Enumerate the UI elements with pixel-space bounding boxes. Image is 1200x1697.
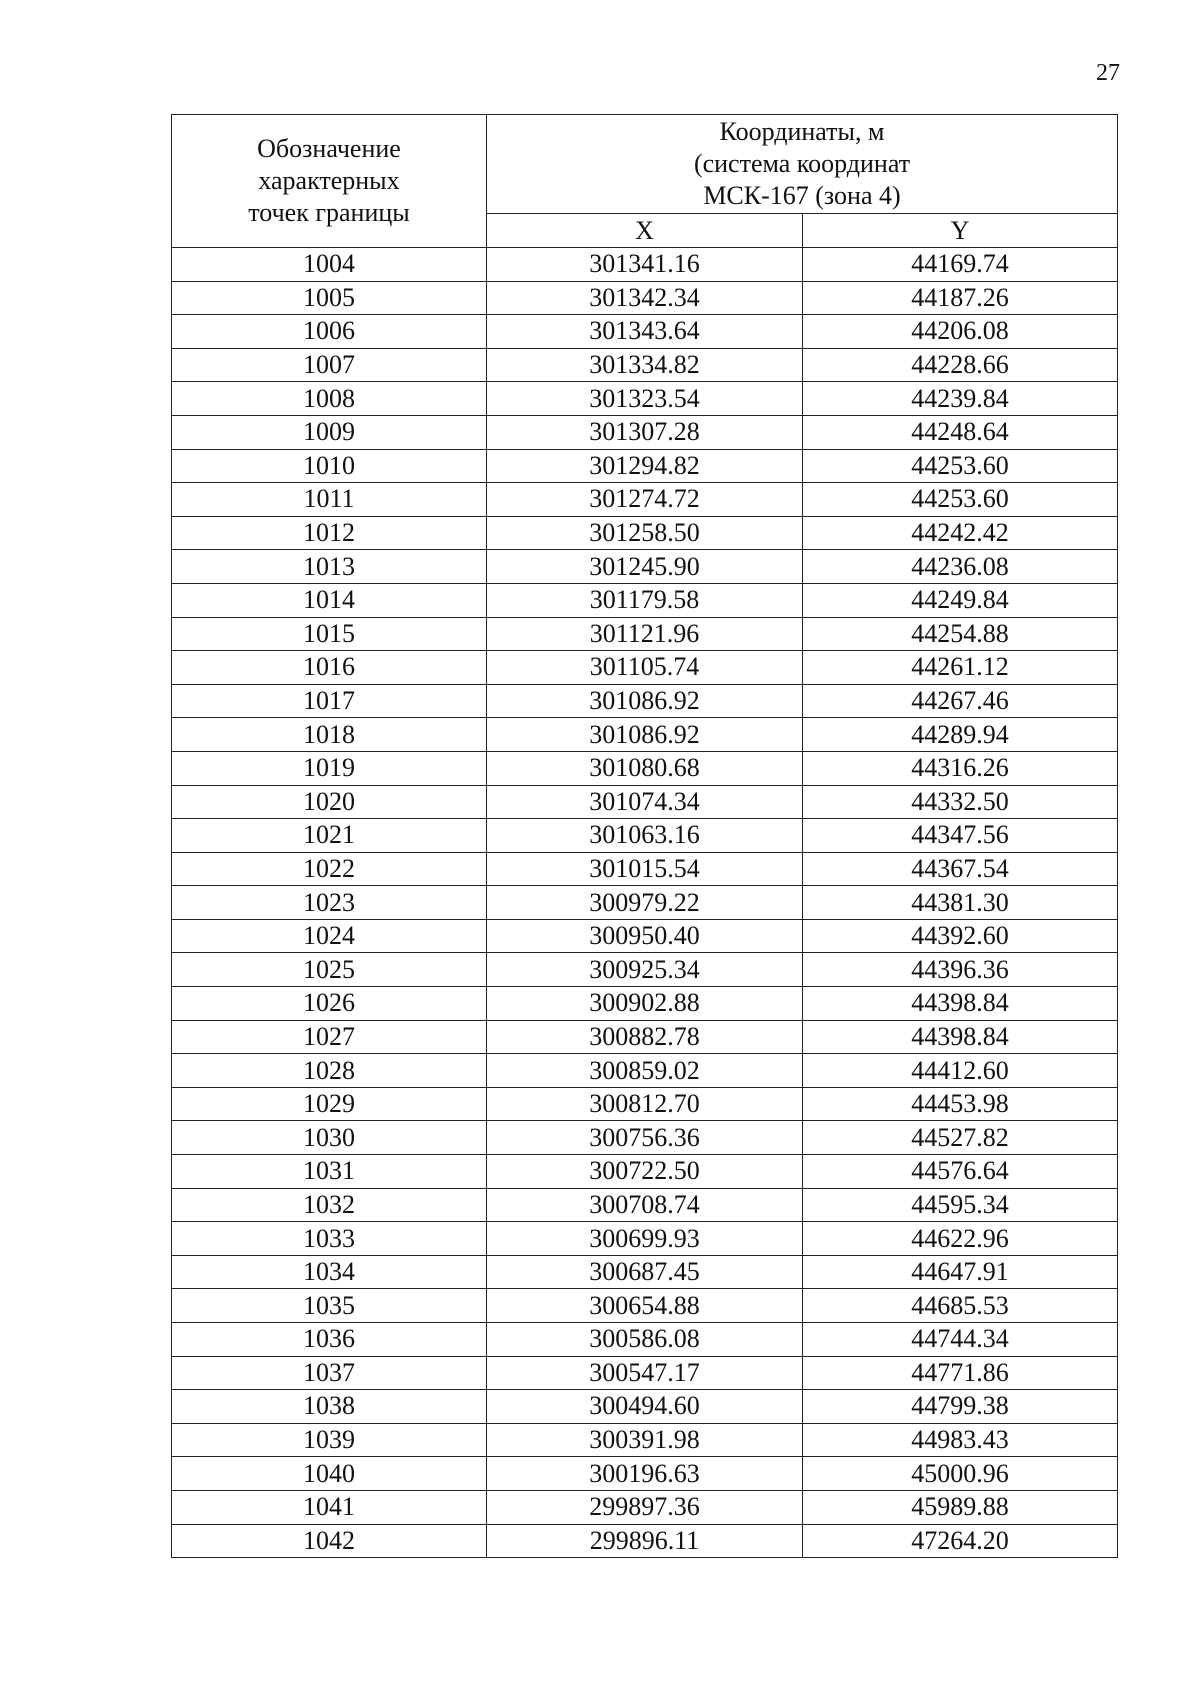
y-cell: 44332.50 xyxy=(803,785,1118,819)
x-cell: 300586.08 xyxy=(487,1323,803,1357)
point-cell: 1034 xyxy=(172,1255,487,1289)
table-row xyxy=(172,953,1118,987)
point-cell: 1005 xyxy=(172,281,487,315)
y-cell: 44453.98 xyxy=(803,1087,1118,1121)
point-cell: 1010 xyxy=(172,449,487,483)
point-cell: 1016 xyxy=(172,651,487,685)
table-row xyxy=(172,886,1118,920)
table-row xyxy=(172,1390,1118,1424)
y-cell: 44242.42 xyxy=(803,516,1118,550)
x-cell: 301105.74 xyxy=(487,651,803,685)
point-cell: 1025 xyxy=(172,953,487,987)
x-cell: 300494.60 xyxy=(487,1390,803,1424)
x-cell: 301274.72 xyxy=(487,483,803,517)
x-cell: 301086.92 xyxy=(487,684,803,718)
table-row xyxy=(172,348,1118,382)
point-cell: 1008 xyxy=(172,382,487,416)
point-cell: 1024 xyxy=(172,919,487,953)
x-cell: 301342.34 xyxy=(487,281,803,315)
y-cell: 44228.66 xyxy=(803,348,1118,382)
point-cell: 1040 xyxy=(172,1457,487,1491)
x-cell: 301323.54 xyxy=(487,382,803,416)
table-row xyxy=(172,449,1118,483)
point-cell: 1019 xyxy=(172,751,487,785)
table-row xyxy=(172,315,1118,349)
table-row xyxy=(172,1255,1118,1289)
x-cell: 301121.96 xyxy=(487,617,803,651)
x-cell: 301074.34 xyxy=(487,785,803,819)
table-row xyxy=(172,617,1118,651)
x-cell: 300979.22 xyxy=(487,886,803,920)
table-row xyxy=(172,281,1118,315)
point-cell: 1033 xyxy=(172,1222,487,1256)
y-cell: 44647.91 xyxy=(803,1255,1118,1289)
table-row xyxy=(172,1222,1118,1256)
table-row xyxy=(172,819,1118,853)
point-cell: 1041 xyxy=(172,1490,487,1524)
coord-header-line: Координаты, м xyxy=(719,117,885,147)
y-cell: 44187.26 xyxy=(803,281,1118,315)
table-row xyxy=(172,1457,1118,1491)
table-row xyxy=(172,852,1118,886)
table-row xyxy=(172,684,1118,718)
y-cell: 44392.60 xyxy=(803,919,1118,953)
y-cell: 45989.88 xyxy=(803,1490,1118,1524)
table-row xyxy=(172,1121,1118,1155)
x-cell: 300699.93 xyxy=(487,1222,803,1256)
table-row xyxy=(172,550,1118,584)
point-cell: 1031 xyxy=(172,1155,487,1189)
x-cell: 301086.92 xyxy=(487,718,803,752)
table-row xyxy=(172,919,1118,953)
y-cell: 44316.26 xyxy=(803,751,1118,785)
y-cell: 44249.84 xyxy=(803,583,1118,617)
y-cell: 44367.54 xyxy=(803,852,1118,886)
table-row xyxy=(172,1490,1118,1524)
y-cell: 44576.64 xyxy=(803,1155,1118,1189)
x-cell: 300722.50 xyxy=(487,1155,803,1189)
y-cell: 44261.12 xyxy=(803,651,1118,685)
x-cell: 300391.98 xyxy=(487,1423,803,1457)
table-row xyxy=(172,651,1118,685)
point-cell: 1038 xyxy=(172,1390,487,1424)
coordinates-header xyxy=(487,115,1118,214)
y-cell: 44206.08 xyxy=(803,315,1118,349)
table-row xyxy=(172,516,1118,550)
y-cell: 45000.96 xyxy=(803,1457,1118,1491)
y-cell: 44239.84 xyxy=(803,382,1118,416)
coordinates-table xyxy=(171,114,1118,1558)
point-cell: 1032 xyxy=(172,1188,487,1222)
x-cell: 300859.02 xyxy=(487,1054,803,1088)
table-row xyxy=(172,1188,1118,1222)
x-cell: 300547.17 xyxy=(487,1356,803,1390)
y-cell: 44983.43 xyxy=(803,1423,1118,1457)
point-cell: 1021 xyxy=(172,819,487,853)
point-cell: 1028 xyxy=(172,1054,487,1088)
x-cell: 301080.68 xyxy=(487,751,803,785)
table-row xyxy=(172,1020,1118,1054)
x-cell: 300882.78 xyxy=(487,1020,803,1054)
x-cell: 301258.50 xyxy=(487,516,803,550)
x-cell: 300950.40 xyxy=(487,919,803,953)
table-row xyxy=(172,718,1118,752)
y-cell: 44248.64 xyxy=(803,415,1118,449)
x-cell: 301063.16 xyxy=(487,819,803,853)
y-cell: 44236.08 xyxy=(803,550,1118,584)
point-cell: 1012 xyxy=(172,516,487,550)
point-cell: 1004 xyxy=(172,248,487,282)
x-cell: 300925.34 xyxy=(487,953,803,987)
y-cell: 44527.82 xyxy=(803,1121,1118,1155)
table-row xyxy=(172,415,1118,449)
x-cell: 300812.70 xyxy=(487,1087,803,1121)
y-cell: 44595.34 xyxy=(803,1188,1118,1222)
point-cell: 1006 xyxy=(172,315,487,349)
point-cell: 1042 xyxy=(172,1524,487,1558)
header-row xyxy=(172,115,1118,214)
point-cell: 1015 xyxy=(172,617,487,651)
y-cell: 44771.86 xyxy=(803,1356,1118,1390)
table-row xyxy=(172,1356,1118,1390)
y-cell: 44685.53 xyxy=(803,1289,1118,1323)
point-cell: 1037 xyxy=(172,1356,487,1390)
table-row xyxy=(172,248,1118,282)
point-cell: 1007 xyxy=(172,348,487,382)
table-row xyxy=(172,583,1118,617)
coord-header-line: МСК-167 (зона 4) xyxy=(703,181,901,211)
point-cell: 1017 xyxy=(172,684,487,718)
y-cell: 44412.60 xyxy=(803,1054,1118,1088)
point-cell: 1035 xyxy=(172,1289,487,1323)
point-cell: 1023 xyxy=(172,886,487,920)
point-cell: 1022 xyxy=(172,852,487,886)
point-cell: 1011 xyxy=(172,483,487,517)
y-cell: 44254.88 xyxy=(803,617,1118,651)
point-cell: 1039 xyxy=(172,1423,487,1457)
y-cell: 44799.38 xyxy=(803,1390,1118,1424)
x-cell: 300708.74 xyxy=(487,1188,803,1222)
y-cell: 44289.94 xyxy=(803,718,1118,752)
coordinates-body xyxy=(172,248,1118,1558)
page-number: 27 xyxy=(1096,60,1120,86)
point-cell: 1027 xyxy=(172,1020,487,1054)
point-cell: 1026 xyxy=(172,987,487,1021)
y-cell: 44253.60 xyxy=(803,483,1118,517)
coord-header-line: (система координат xyxy=(693,149,911,179)
x-cell: 301307.28 xyxy=(487,415,803,449)
point-header-line: характерных xyxy=(258,166,400,195)
table-row xyxy=(172,1054,1118,1088)
x-cell: 301245.90 xyxy=(487,550,803,584)
table-row xyxy=(172,1155,1118,1189)
y-axis-header: Y xyxy=(803,214,1118,248)
x-cell: 301334.82 xyxy=(487,348,803,382)
table-row xyxy=(172,1524,1118,1558)
x-cell: 300687.45 xyxy=(487,1255,803,1289)
point-header-line: точек границы xyxy=(248,198,410,227)
point-cell: 1036 xyxy=(172,1323,487,1357)
point-cell: 1014 xyxy=(172,583,487,617)
table-row xyxy=(172,785,1118,819)
y-cell: 44622.96 xyxy=(803,1222,1118,1256)
y-cell: 44253.60 xyxy=(803,449,1118,483)
table-row xyxy=(172,1087,1118,1121)
table-row xyxy=(172,483,1118,517)
y-cell: 44398.84 xyxy=(803,987,1118,1021)
y-cell: 44381.30 xyxy=(803,886,1118,920)
point-cell: 1030 xyxy=(172,1121,487,1155)
x-cell: 300756.36 xyxy=(487,1121,803,1155)
x-cell: 301341.16 xyxy=(487,248,803,282)
y-cell: 44744.34 xyxy=(803,1323,1118,1357)
point-cell: 1020 xyxy=(172,785,487,819)
y-cell: 44347.56 xyxy=(803,819,1118,853)
table-row xyxy=(172,1323,1118,1357)
y-cell: 44398.84 xyxy=(803,1020,1118,1054)
x-cell: 300654.88 xyxy=(487,1289,803,1323)
point-cell: 1009 xyxy=(172,415,487,449)
y-cell: 44267.46 xyxy=(803,684,1118,718)
point-cell: 1013 xyxy=(172,550,487,584)
x-cell: 299896.11 xyxy=(487,1524,803,1558)
table-row xyxy=(172,1289,1118,1323)
table-row xyxy=(172,987,1118,1021)
table-row xyxy=(172,382,1118,416)
y-cell: 47264.20 xyxy=(803,1524,1118,1558)
table-row xyxy=(172,751,1118,785)
x-cell: 300196.63 xyxy=(487,1457,803,1491)
x-axis-header: X xyxy=(487,214,803,248)
point-designation-header xyxy=(172,115,487,248)
x-cell: 301179.58 xyxy=(487,583,803,617)
x-cell: 301294.82 xyxy=(487,449,803,483)
x-cell: 301343.64 xyxy=(487,315,803,349)
point-header-line: Обозначение xyxy=(257,134,401,163)
x-cell: 299897.36 xyxy=(487,1490,803,1524)
y-cell: 44169.74 xyxy=(803,248,1118,282)
x-cell: 300902.88 xyxy=(487,987,803,1021)
x-cell: 301015.54 xyxy=(487,852,803,886)
table-row xyxy=(172,1423,1118,1457)
point-cell: 1018 xyxy=(172,718,487,752)
y-cell: 44396.36 xyxy=(803,953,1118,987)
point-cell: 1029 xyxy=(172,1087,487,1121)
